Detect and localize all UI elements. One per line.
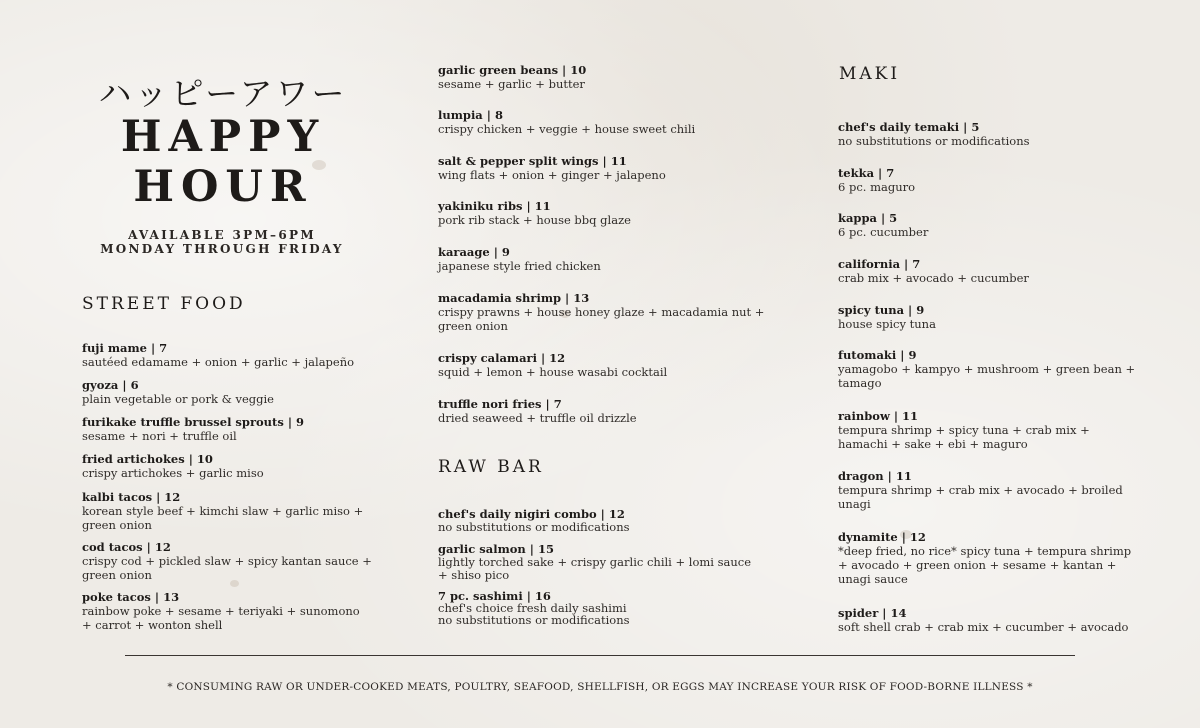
maki-title: MAKI <box>839 64 901 84</box>
menu-item-desc: tempura shrimp + spicy tuna + crab mix + hamachi + sake + ebi + maguro <box>838 423 1090 451</box>
japanese-title: ハッピーアワー <box>98 74 348 113</box>
menu-item-desc: tempura shrimp + crab mix + avocado + broiled unagi <box>838 483 1123 511</box>
menu-item-desc: squid + lemon + house wasabi cocktail <box>438 365 668 379</box>
menu-item-name: spider | 14 <box>838 606 907 620</box>
menu-item-desc: crispy chicken + veggie + house sweet chili <box>438 122 696 136</box>
menu-item-desc: korean style beef + kimchi slaw + garlic miso + green onion <box>82 504 364 532</box>
menu-item-desc: crispy prawns + house honey glaze + macadamia nut + green onion <box>438 305 765 333</box>
menu-item <box>438 291 768 333</box>
menu-item-desc: dried seaweed + truffle oil drizzle <box>438 411 637 425</box>
menu-item <box>438 590 758 626</box>
menu-item <box>838 469 1138 511</box>
menu-item-desc: lightly torched sake + crispy garlic chili + lomi sauce + shiso pico <box>438 555 752 582</box>
menu-item-desc: sesame + nori + truffle oil <box>82 429 237 443</box>
menu-item-name: futomaki | 9 <box>838 348 917 362</box>
menu-item-desc: pork rib stack + house bbq glaze <box>438 213 631 227</box>
menu-item-desc: 6 pc. cucumber <box>838 225 929 239</box>
menu-item <box>438 154 768 182</box>
menu-item-name: dynamite | 12 <box>838 530 926 544</box>
menu-item-name: furikake truffle brussel sprouts | 9 <box>82 415 305 429</box>
menu-item <box>438 543 758 582</box>
menu-item <box>82 341 372 369</box>
menu-item <box>838 409 1138 451</box>
menu-item <box>82 490 372 532</box>
menu-item-name: lumpia | 8 <box>438 108 503 122</box>
menu-item-desc: rainbow poke + sesame + teriyaki + sunomono + carrot + wonton shell <box>82 604 360 632</box>
menu-item-name: garlic salmon | 15 <box>438 542 554 556</box>
menu-item-name: spicy tuna | 9 <box>838 303 925 317</box>
menu-item-desc: sautéed edamame + onion + garlic + jalapeño <box>82 355 355 369</box>
hour-title: HOUR <box>133 162 313 212</box>
menu-item-desc: sesame + garlic + butter <box>438 77 585 91</box>
menu-item <box>838 211 1138 239</box>
availability-days: MONDAY THROUGH FRIDAY <box>100 242 344 256</box>
menu-item-desc: chef's choice fresh daily sashimi <box>438 601 627 615</box>
menu-item-name: truffle nori fries | 7 <box>438 397 562 411</box>
menu-item-name: tekka | 7 <box>838 166 895 180</box>
menu-item-desc: japanese style fried chicken <box>438 259 601 273</box>
menu-item <box>438 108 768 136</box>
menu-item <box>838 606 1138 634</box>
menu-item-name: chef's daily nigiri combo | 12 <box>438 507 625 521</box>
menu-item-desc: no substitutions or modifications <box>438 613 630 627</box>
menu-item-name: garlic green beans | 10 <box>438 63 587 77</box>
menu-item-name: rainbow | 11 <box>838 409 919 423</box>
availability-hours: AVAILABLE 3PM–6PM <box>128 228 316 242</box>
menu-item-name: yakiniku ribs | 11 <box>438 199 551 213</box>
footer-divider <box>125 655 1075 656</box>
menu-item-name: kalbi tacos | 12 <box>82 490 181 504</box>
menu-item <box>838 257 1138 285</box>
menu-item-name: fried artichokes | 10 <box>82 452 213 466</box>
menu-item <box>838 348 1138 390</box>
menu-item-desc: no substitutions or modifications <box>838 134 1030 148</box>
menu-item-name: salt & pepper split wings | 11 <box>438 154 627 168</box>
menu-item <box>82 415 372 443</box>
menu-item-desc: crispy artichokes + garlic miso <box>82 466 264 480</box>
menu-item <box>438 63 768 91</box>
menu-item <box>838 303 1138 331</box>
menu-item-name: california | 7 <box>838 257 921 271</box>
menu-item-desc: crab mix + avocado + cucumber <box>838 271 1029 285</box>
raw-bar-title: RAW BAR <box>438 457 544 477</box>
menu-item-name: macadamia shrimp | 13 <box>438 291 590 305</box>
street-food-title: STREET FOOD <box>82 294 246 314</box>
menu-item-desc: crispy cod + pickled slaw + spicy kantan sauce + green onion <box>82 554 372 582</box>
menu-item <box>82 540 372 582</box>
menu-item-desc: plain vegetable or pork & veggie <box>82 392 274 406</box>
menu-item <box>838 166 1138 194</box>
menu-item <box>838 530 1138 586</box>
menu-item <box>438 245 768 273</box>
menu-item-name: crispy calamari | 12 <box>438 351 566 365</box>
menu-item-name: karaage | 9 <box>438 245 510 259</box>
happy-title: HAPPY <box>120 112 326 162</box>
menu-item-desc: 6 pc. maguro <box>838 180 916 194</box>
menu-item-name: fuji mame | 7 <box>82 341 168 355</box>
menu-item-desc: house spicy tuna <box>838 317 936 331</box>
menu-item-name: gyoza | 6 <box>82 378 139 392</box>
menu-item-name: chef's daily temaki | 5 <box>838 120 980 134</box>
menu-item <box>838 120 1138 148</box>
menu-item-name: cod tacos | 12 <box>82 540 171 554</box>
food-safety-disclaimer: * CONSUMING RAW OR UNDER-COOKED MEATS, POULTRY, SEAFOOD, SHELLFISH, OR EGGS MAY INCREASE YOUR RISK OF FOOD-BORNE ILLNESS * <box>167 681 1033 693</box>
menu-item <box>82 378 372 406</box>
menu-item-desc: soft shell crab + crab mix + cucumber + avocado <box>838 620 1129 634</box>
menu-item-name: poke tacos | 13 <box>82 590 180 604</box>
menu-item-desc: *deep fried, no rice* spicy tuna + tempura shrimp + avocado + green onion + sesame + kantan + unagi sauce <box>838 544 1132 586</box>
menu-item-desc: no substitutions or modifications <box>438 520 630 534</box>
menu-item-name: dragon | 11 <box>838 469 912 483</box>
menu-item-desc: wing flats + onion + ginger + jalapeno <box>438 168 666 182</box>
menu-item-name: 7 pc. sashimi | 16 <box>438 589 551 603</box>
menu-item <box>438 351 768 379</box>
menu-item-name: kappa | 5 <box>838 211 898 225</box>
menu-item <box>82 590 372 632</box>
menu-item <box>438 199 768 227</box>
menu-item <box>438 397 768 425</box>
menu-item <box>438 508 758 534</box>
menu-item-desc: yamagobo + kampyo + mushroom + green bean + tamago <box>838 362 1136 390</box>
menu-item <box>82 452 372 480</box>
